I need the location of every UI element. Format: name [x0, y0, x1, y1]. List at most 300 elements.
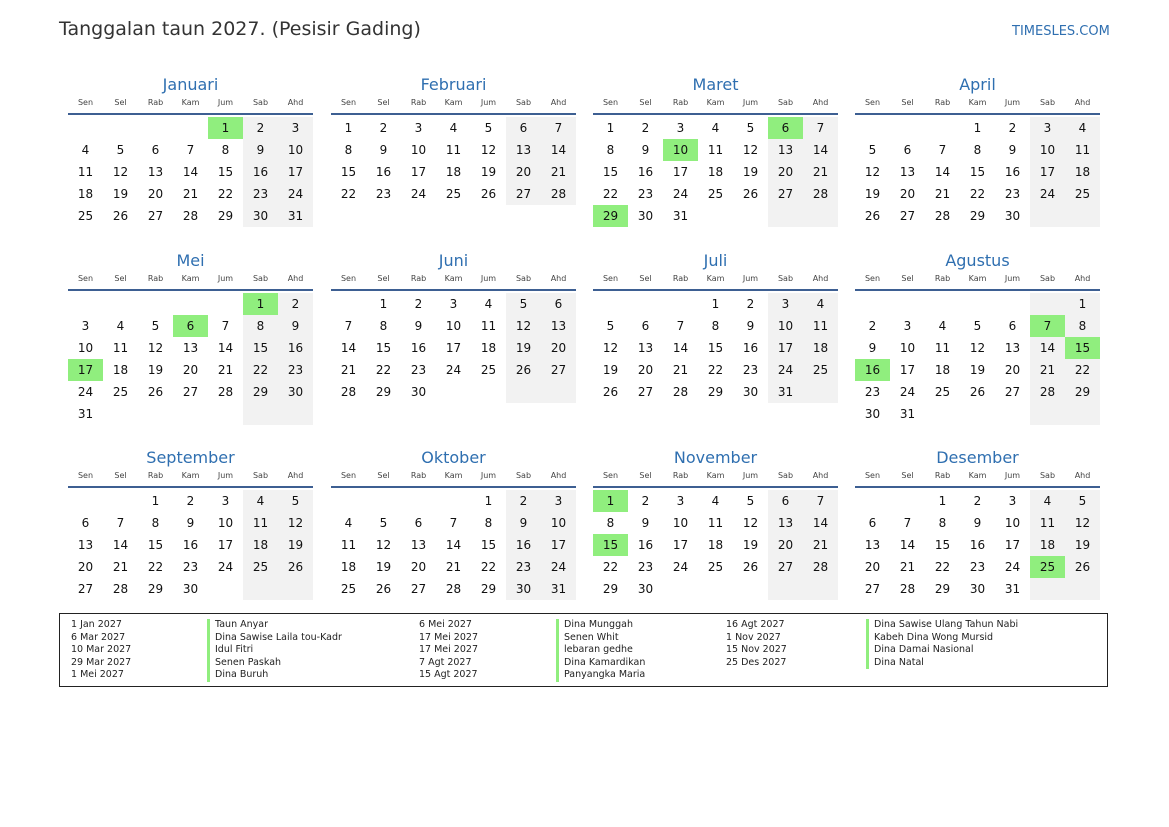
- day-cell: 13: [410, 538, 427, 552]
- day-cell: 17: [410, 165, 427, 179]
- holiday-day-cell: 7: [1030, 315, 1065, 337]
- day-cell: 14: [672, 341, 689, 355]
- day-cell: 5: [484, 121, 493, 135]
- weekday-label: Jum: [1004, 274, 1021, 283]
- day-cell: 16: [637, 538, 654, 552]
- day-grid: [68, 117, 313, 227]
- day-cell: 30: [864, 407, 881, 421]
- weekday-label: Sel: [114, 471, 127, 480]
- day-grid: [855, 117, 1100, 227]
- day-cell: 6: [1008, 319, 1017, 333]
- day-cell: 21: [217, 363, 234, 377]
- weekday-label: Kam: [706, 471, 725, 480]
- day-cell: 17: [672, 538, 689, 552]
- day-cell: 22: [243, 359, 278, 381]
- day-cell: 29: [969, 209, 986, 223]
- empty-cell: [803, 205, 838, 227]
- day-cell: 21: [672, 363, 689, 377]
- day-cell: 11: [480, 319, 497, 333]
- day-cell: 12: [506, 315, 541, 337]
- day-cell: 25: [112, 385, 129, 399]
- day-cell: 28: [1030, 381, 1065, 403]
- month-name: Februari: [420, 75, 487, 94]
- day-cell: 18: [707, 538, 724, 552]
- day-cell: 19: [375, 560, 392, 574]
- day-grid: [331, 117, 576, 205]
- day-cell: 26: [969, 385, 986, 399]
- day-cell: 24: [899, 385, 916, 399]
- weekday-label: Rab: [410, 471, 427, 480]
- day-cell: 16: [637, 165, 654, 179]
- day-cell: 15: [602, 165, 619, 179]
- weekday-label: Sab: [1039, 98, 1056, 107]
- legend-holiday-name: Dina Natal: [866, 657, 1018, 670]
- day-cell: 2: [868, 319, 877, 333]
- day-cell: 29: [375, 385, 392, 399]
- day-cell: 12: [375, 538, 392, 552]
- day-cell: 22: [602, 560, 619, 574]
- day-cell: 20: [768, 161, 803, 183]
- weekday-label: Kam: [181, 471, 200, 480]
- holiday-day-cell: 15: [1065, 337, 1100, 359]
- weekday-label: Jum: [480, 98, 497, 107]
- day-cell: 3: [903, 319, 912, 333]
- day-cell: 2: [379, 121, 388, 135]
- weekday-label: Sab: [777, 98, 794, 107]
- day-cell: 4: [449, 121, 458, 135]
- weekday-header: [593, 470, 838, 488]
- day-cell: 4: [81, 143, 90, 157]
- day-cell: 19: [969, 363, 986, 377]
- empty-cell: [401, 490, 436, 512]
- day-cell: 13: [506, 139, 541, 161]
- weekday-label: Sen: [340, 98, 357, 107]
- day-cell: 4: [1030, 490, 1065, 512]
- weekday-label: Sen: [864, 471, 881, 480]
- day-cell: 27: [899, 209, 916, 223]
- holiday-day-cell: 29: [593, 205, 628, 227]
- weekday-label: Sab: [515, 98, 532, 107]
- weekday-label: Rab: [410, 274, 427, 283]
- day-cell: 10: [278, 139, 313, 161]
- day-cell: 18: [112, 363, 129, 377]
- day-cell: 29: [934, 582, 951, 596]
- month-september: [68, 446, 313, 600]
- day-cell: 19: [864, 187, 881, 201]
- day-cell: 31: [541, 578, 576, 600]
- day-cell: 19: [278, 534, 313, 556]
- day-cell: 21: [1030, 359, 1065, 381]
- day-cell: 10: [445, 319, 462, 333]
- day-cell: 12: [742, 516, 759, 530]
- weekday-label: Jum: [217, 274, 234, 283]
- day-cell: 7: [938, 143, 947, 157]
- day-cell: 17: [541, 534, 576, 556]
- weekday-label: Ahd: [1074, 471, 1091, 480]
- weekday-label: Sab: [252, 98, 269, 107]
- day-cell: 2: [1008, 121, 1017, 135]
- day-cell: 18: [707, 165, 724, 179]
- holiday-legend: [59, 613, 1108, 687]
- weekday-label: Rab: [934, 471, 951, 480]
- day-cell: 20: [77, 560, 94, 574]
- weekday-label: Sen: [864, 98, 881, 107]
- day-cell: 16: [278, 337, 313, 359]
- day-cell: 4: [803, 293, 838, 315]
- day-cell: 26: [742, 560, 759, 574]
- day-cell: 11: [340, 538, 357, 552]
- site-link[interactable]: TIMESLES.COM: [1012, 24, 1110, 39]
- day-cell: 3: [81, 319, 90, 333]
- day-cell: 17: [445, 341, 462, 355]
- empty-cell: [733, 205, 768, 227]
- month-name: Januari: [162, 75, 219, 94]
- day-cell: 19: [602, 363, 619, 377]
- day-cell: 24: [445, 363, 462, 377]
- empty-cell: [471, 381, 506, 403]
- day-cell: 27: [147, 209, 164, 223]
- day-cell: 16: [742, 341, 759, 355]
- weekday-label: Jum: [480, 471, 497, 480]
- empty-cell: [890, 293, 925, 315]
- month-name: September: [146, 448, 235, 467]
- month-desember: [855, 446, 1100, 600]
- day-cell: 4: [243, 490, 278, 512]
- day-grid: [68, 490, 313, 600]
- day-cell: 30: [410, 385, 427, 399]
- day-cell: 13: [864, 538, 881, 552]
- day-cell: 22: [340, 187, 357, 201]
- weekday-label: Sab: [252, 471, 269, 480]
- day-cell: 26: [506, 359, 541, 381]
- day-cell: 23: [278, 359, 313, 381]
- day-cell: 12: [278, 512, 313, 534]
- day-cell: 18: [1030, 534, 1065, 556]
- weekday-label: Sab: [515, 274, 532, 283]
- empty-cell: [103, 117, 138, 139]
- day-cell: 8: [484, 516, 493, 530]
- day-cell: 3: [449, 297, 458, 311]
- weekday-label: Sab: [1039, 471, 1056, 480]
- day-cell: 2: [414, 297, 423, 311]
- day-cell: 9: [1008, 143, 1017, 157]
- weekday-label: Ahd: [1074, 98, 1091, 107]
- legend-date: 7 Agt 2027: [419, 656, 472, 668]
- day-cell: 12: [602, 341, 619, 355]
- month-mei: [68, 249, 313, 425]
- day-cell: 18: [803, 337, 838, 359]
- day-cell: 1: [973, 121, 982, 135]
- empty-cell: [278, 578, 313, 600]
- weekday-header: [593, 97, 838, 115]
- weekday-label: Kam: [444, 98, 463, 107]
- day-cell: 10: [672, 516, 689, 530]
- day-cell: 6: [868, 516, 877, 530]
- day-cell: 21: [803, 534, 838, 556]
- day-cell: 18: [243, 534, 278, 556]
- weekday-label: Rab: [934, 98, 951, 107]
- day-cell: 22: [602, 187, 619, 201]
- weekday-header: [855, 97, 1100, 115]
- day-cell: 23: [375, 187, 392, 201]
- day-cell: 8: [379, 319, 388, 333]
- empty-cell: [890, 117, 925, 139]
- day-cell: 6: [506, 117, 541, 139]
- day-cell: 6: [151, 143, 160, 157]
- day-cell: 27: [768, 556, 803, 578]
- day-cell: 15: [375, 341, 392, 355]
- day-cell: 9: [868, 341, 877, 355]
- day-cell: 28: [672, 385, 689, 399]
- day-cell: 20: [541, 337, 576, 359]
- day-cell: 10: [1030, 139, 1065, 161]
- month-maret: [593, 73, 838, 227]
- day-cell: 31: [77, 407, 94, 421]
- day-cell: 7: [541, 117, 576, 139]
- day-cell: 16: [410, 341, 427, 355]
- empty-cell: [995, 293, 1030, 315]
- day-grid: [593, 117, 838, 227]
- day-cell: 25: [480, 363, 497, 377]
- holiday-day-cell: 6: [173, 315, 208, 337]
- empty-cell: [278, 403, 313, 425]
- day-cell: 13: [768, 139, 803, 161]
- day-cell: 22: [1065, 359, 1100, 381]
- day-cell: 7: [803, 490, 838, 512]
- day-cell: 9: [278, 315, 313, 337]
- weekday-label: Jum: [742, 471, 759, 480]
- holiday-day-cell: 1: [593, 490, 628, 512]
- day-cell: 1: [344, 121, 353, 135]
- day-cell: 7: [221, 319, 230, 333]
- empty-cell: [855, 293, 890, 315]
- day-cell: 19: [1065, 534, 1100, 556]
- legend-holiday-name: Dina Buruh: [207, 669, 342, 682]
- weekday-label: Jum: [1004, 98, 1021, 107]
- day-cell: 15: [147, 538, 164, 552]
- month-november: [593, 446, 838, 600]
- empty-cell: [698, 205, 733, 227]
- day-cell: 7: [186, 143, 195, 157]
- empty-cell: [208, 578, 243, 600]
- day-cell: 25: [1065, 183, 1100, 205]
- day-cell: 27: [1004, 385, 1021, 399]
- day-cell: 15: [480, 538, 497, 552]
- legend-holiday-name: Taun Anyar: [207, 619, 342, 632]
- month-oktober: [331, 446, 576, 600]
- legend-holiday-name: Senen Whit: [556, 632, 645, 645]
- day-cell: 14: [803, 139, 838, 161]
- day-cell: 28: [803, 183, 838, 205]
- day-cell: 10: [541, 512, 576, 534]
- day-cell: 2: [641, 121, 650, 135]
- legend-date: 6 Mei 2027: [419, 619, 472, 630]
- month-juni: [331, 249, 576, 403]
- empty-cell: [68, 117, 103, 139]
- day-cell: 17: [672, 165, 689, 179]
- weekday-label: Ahd: [287, 98, 304, 107]
- day-cell: 3: [1008, 494, 1017, 508]
- day-cell: 27: [182, 385, 199, 399]
- day-cell: 24: [672, 187, 689, 201]
- weekday-label: Ahd: [812, 98, 829, 107]
- empty-cell: [768, 205, 803, 227]
- day-cell: 3: [278, 117, 313, 139]
- empty-cell: [243, 578, 278, 600]
- day-cell: 28: [899, 582, 916, 596]
- day-cell: 2: [746, 297, 755, 311]
- empty-cell: [960, 403, 995, 425]
- weekday-label: Ahd: [812, 274, 829, 283]
- weekday-label: Sen: [340, 471, 357, 480]
- day-cell: 20: [768, 534, 803, 556]
- weekday-label: Sel: [377, 98, 390, 107]
- legend-date: 15 Agt 2027: [419, 669, 478, 680]
- legend-date: 17 Mei 2027: [419, 644, 478, 655]
- day-cell: 9: [746, 319, 755, 333]
- day-cell: 28: [934, 209, 951, 223]
- day-cell: 27: [506, 183, 541, 205]
- day-cell: 13: [147, 165, 164, 179]
- day-cell: 28: [182, 209, 199, 223]
- month-name: Mei: [176, 251, 205, 270]
- weekday-label: Jum: [1004, 471, 1021, 480]
- day-cell: 17: [768, 337, 803, 359]
- empty-cell: [173, 117, 208, 139]
- weekday-label: Sen: [77, 274, 94, 283]
- weekday-header: [68, 97, 313, 115]
- empty-cell: [925, 293, 960, 315]
- month-name: Juni: [438, 251, 469, 270]
- day-cell: 22: [934, 560, 951, 574]
- day-cell: 6: [414, 516, 423, 530]
- day-cell: 13: [1004, 341, 1021, 355]
- day-cell: 22: [375, 363, 392, 377]
- day-cell: 5: [868, 143, 877, 157]
- day-cell: 24: [278, 183, 313, 205]
- empty-cell: [960, 293, 995, 315]
- weekday-label: Kam: [968, 274, 987, 283]
- holiday-day-cell: 16: [855, 359, 890, 381]
- day-cell: 26: [742, 187, 759, 201]
- legend-names-column: [207, 619, 342, 682]
- day-cell: 31: [278, 205, 313, 227]
- weekday-label: Sen: [602, 98, 619, 107]
- weekday-label: Ahd: [812, 471, 829, 480]
- day-cell: 28: [217, 385, 234, 399]
- day-cell: 17: [278, 161, 313, 183]
- day-cell: 1: [151, 494, 160, 508]
- day-cell: 22: [217, 187, 234, 201]
- empty-cell: [1030, 403, 1065, 425]
- day-cell: 9: [641, 516, 650, 530]
- day-cell: 19: [112, 187, 129, 201]
- empty-cell: [663, 293, 698, 315]
- weekday-label: Kam: [444, 274, 463, 283]
- legend-date: 16 Agt 2027: [726, 619, 785, 630]
- legend-holiday-name: Kabeh Dina Wong Mursid: [866, 632, 1018, 645]
- day-cell: 11: [112, 341, 129, 355]
- day-cell: 12: [742, 143, 759, 157]
- day-cell: 21: [541, 161, 576, 183]
- day-cell: 13: [768, 512, 803, 534]
- day-cell: 29: [243, 381, 278, 403]
- day-cell: 14: [541, 139, 576, 161]
- weekday-label: Rab: [147, 98, 164, 107]
- day-cell: 11: [445, 143, 462, 157]
- day-cell: 18: [340, 560, 357, 574]
- empty-cell: [243, 403, 278, 425]
- day-cell: 12: [864, 165, 881, 179]
- day-cell: 24: [768, 359, 803, 381]
- empty-cell: [593, 293, 628, 315]
- day-cell: 25: [707, 187, 724, 201]
- day-cell: 27: [637, 385, 654, 399]
- empty-cell: [331, 490, 366, 512]
- day-cell: 20: [899, 187, 916, 201]
- month-name: April: [959, 75, 996, 94]
- day-grid: [855, 293, 1100, 425]
- day-cell: 13: [637, 341, 654, 355]
- day-cell: 3: [676, 494, 685, 508]
- empty-cell: [1030, 205, 1065, 227]
- weekday-label: Rab: [672, 471, 689, 480]
- day-cell: 24: [1030, 183, 1065, 205]
- day-cell: 31: [672, 209, 689, 223]
- weekday-label: Ahd: [550, 274, 567, 283]
- weekday-header: [855, 273, 1100, 291]
- day-cell: 8: [711, 319, 720, 333]
- weekday-label: Sel: [639, 274, 652, 283]
- weekday-label: Sab: [777, 471, 794, 480]
- weekday-header: [855, 470, 1100, 488]
- empty-cell: [436, 490, 471, 512]
- empty-cell: [698, 578, 733, 600]
- day-cell: 8: [606, 143, 615, 157]
- day-cell: 17: [1030, 161, 1065, 183]
- weekday-label: Rab: [147, 471, 164, 480]
- day-cell: 17: [217, 538, 234, 552]
- day-cell: 7: [344, 319, 353, 333]
- day-cell: 29: [602, 582, 619, 596]
- weekday-label: Jum: [217, 98, 234, 107]
- day-cell: 12: [112, 165, 129, 179]
- day-cell: 6: [541, 293, 576, 315]
- day-grid: [855, 490, 1100, 600]
- day-cell: 8: [151, 516, 160, 530]
- day-cell: 17: [1004, 538, 1021, 552]
- day-cell: 26: [375, 582, 392, 596]
- day-cell: 30: [637, 582, 654, 596]
- holiday-day-cell: 15: [593, 534, 628, 556]
- day-cell: 23: [637, 187, 654, 201]
- weekday-label: Ahd: [550, 98, 567, 107]
- day-cell: 3: [768, 293, 803, 315]
- empty-cell: [138, 117, 173, 139]
- day-cell: 15: [969, 165, 986, 179]
- month-januari: [68, 73, 313, 227]
- weekday-header: [68, 273, 313, 291]
- day-cell: 29: [217, 209, 234, 223]
- day-cell: 3: [676, 121, 685, 135]
- empty-cell: [103, 490, 138, 512]
- day-cell: 24: [217, 560, 234, 574]
- day-cell: 11: [1065, 139, 1100, 161]
- day-cell: 9: [641, 143, 650, 157]
- legend-holiday-name: Dina Munggah: [556, 619, 645, 632]
- day-cell: 27: [864, 582, 881, 596]
- day-cell: 10: [1004, 516, 1021, 530]
